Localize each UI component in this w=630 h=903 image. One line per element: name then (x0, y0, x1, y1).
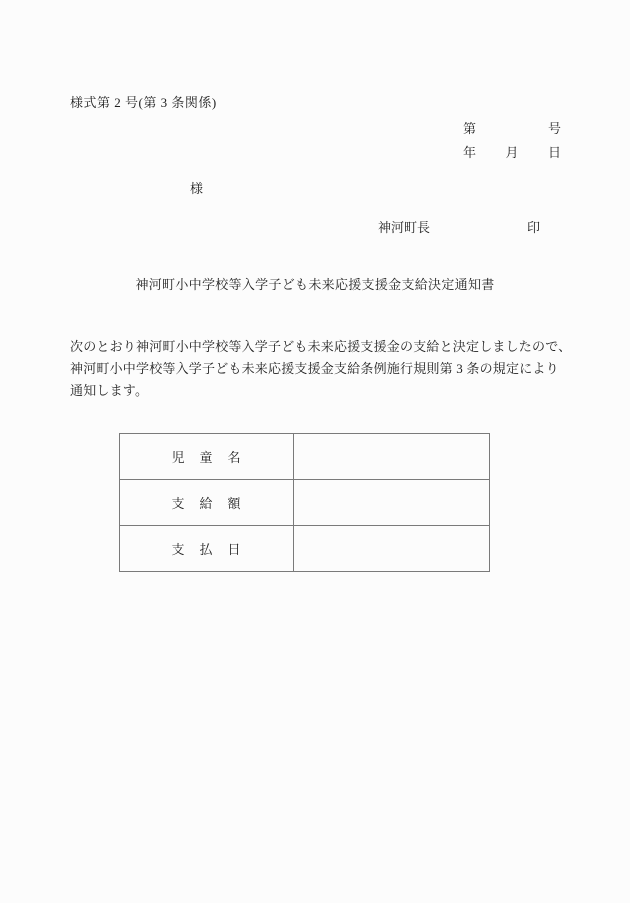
payment-amount-value-cell (294, 480, 489, 525)
body-paragraph (70, 336, 575, 402)
doc-number-line (463, 118, 561, 137)
table-row-child-name (120, 434, 489, 480)
seal-placeholder: 印 (526, 220, 540, 235)
body-line-3: 通知します。 (70, 383, 149, 398)
payment-amount-label: 支 給 額 (120, 480, 294, 525)
date-month-label: 月 (505, 145, 519, 160)
date-line (463, 142, 561, 161)
payment-date-label: 支 払 日 (120, 526, 294, 571)
document-title: 神河町小中学校等入学子ども未来応援支援金支給決定通知書 (135, 277, 495, 292)
doc-number-prefix: 第 (463, 121, 477, 136)
body-line-2: 神河町小中学校等入学子ども未来応援支援金支給条例施行規則第 3 条の規定により (70, 361, 559, 376)
date-day-label: 日 (547, 145, 561, 160)
details-table (119, 433, 490, 572)
table-row-payment-date (120, 526, 489, 571)
doc-number-suffix: 号 (547, 121, 561, 136)
addressee-honorific: 様 (190, 181, 204, 196)
issuer-line (378, 217, 540, 236)
child-name-value-cell (294, 434, 489, 479)
issuer-title: 神河町長 (378, 220, 431, 235)
body-line-1: 次のとおり神河町小中学校等入学子ども未来応援支援金の支給と決定しましたので、 (70, 339, 572, 354)
payment-date-value-cell (294, 526, 489, 571)
child-name-label: 児 童 名 (120, 434, 294, 479)
table-row-payment-amount (120, 480, 489, 526)
form-number-label: 様式第 2 号(第 3 条関係) (70, 95, 217, 110)
date-year-label: 年 (463, 145, 477, 160)
